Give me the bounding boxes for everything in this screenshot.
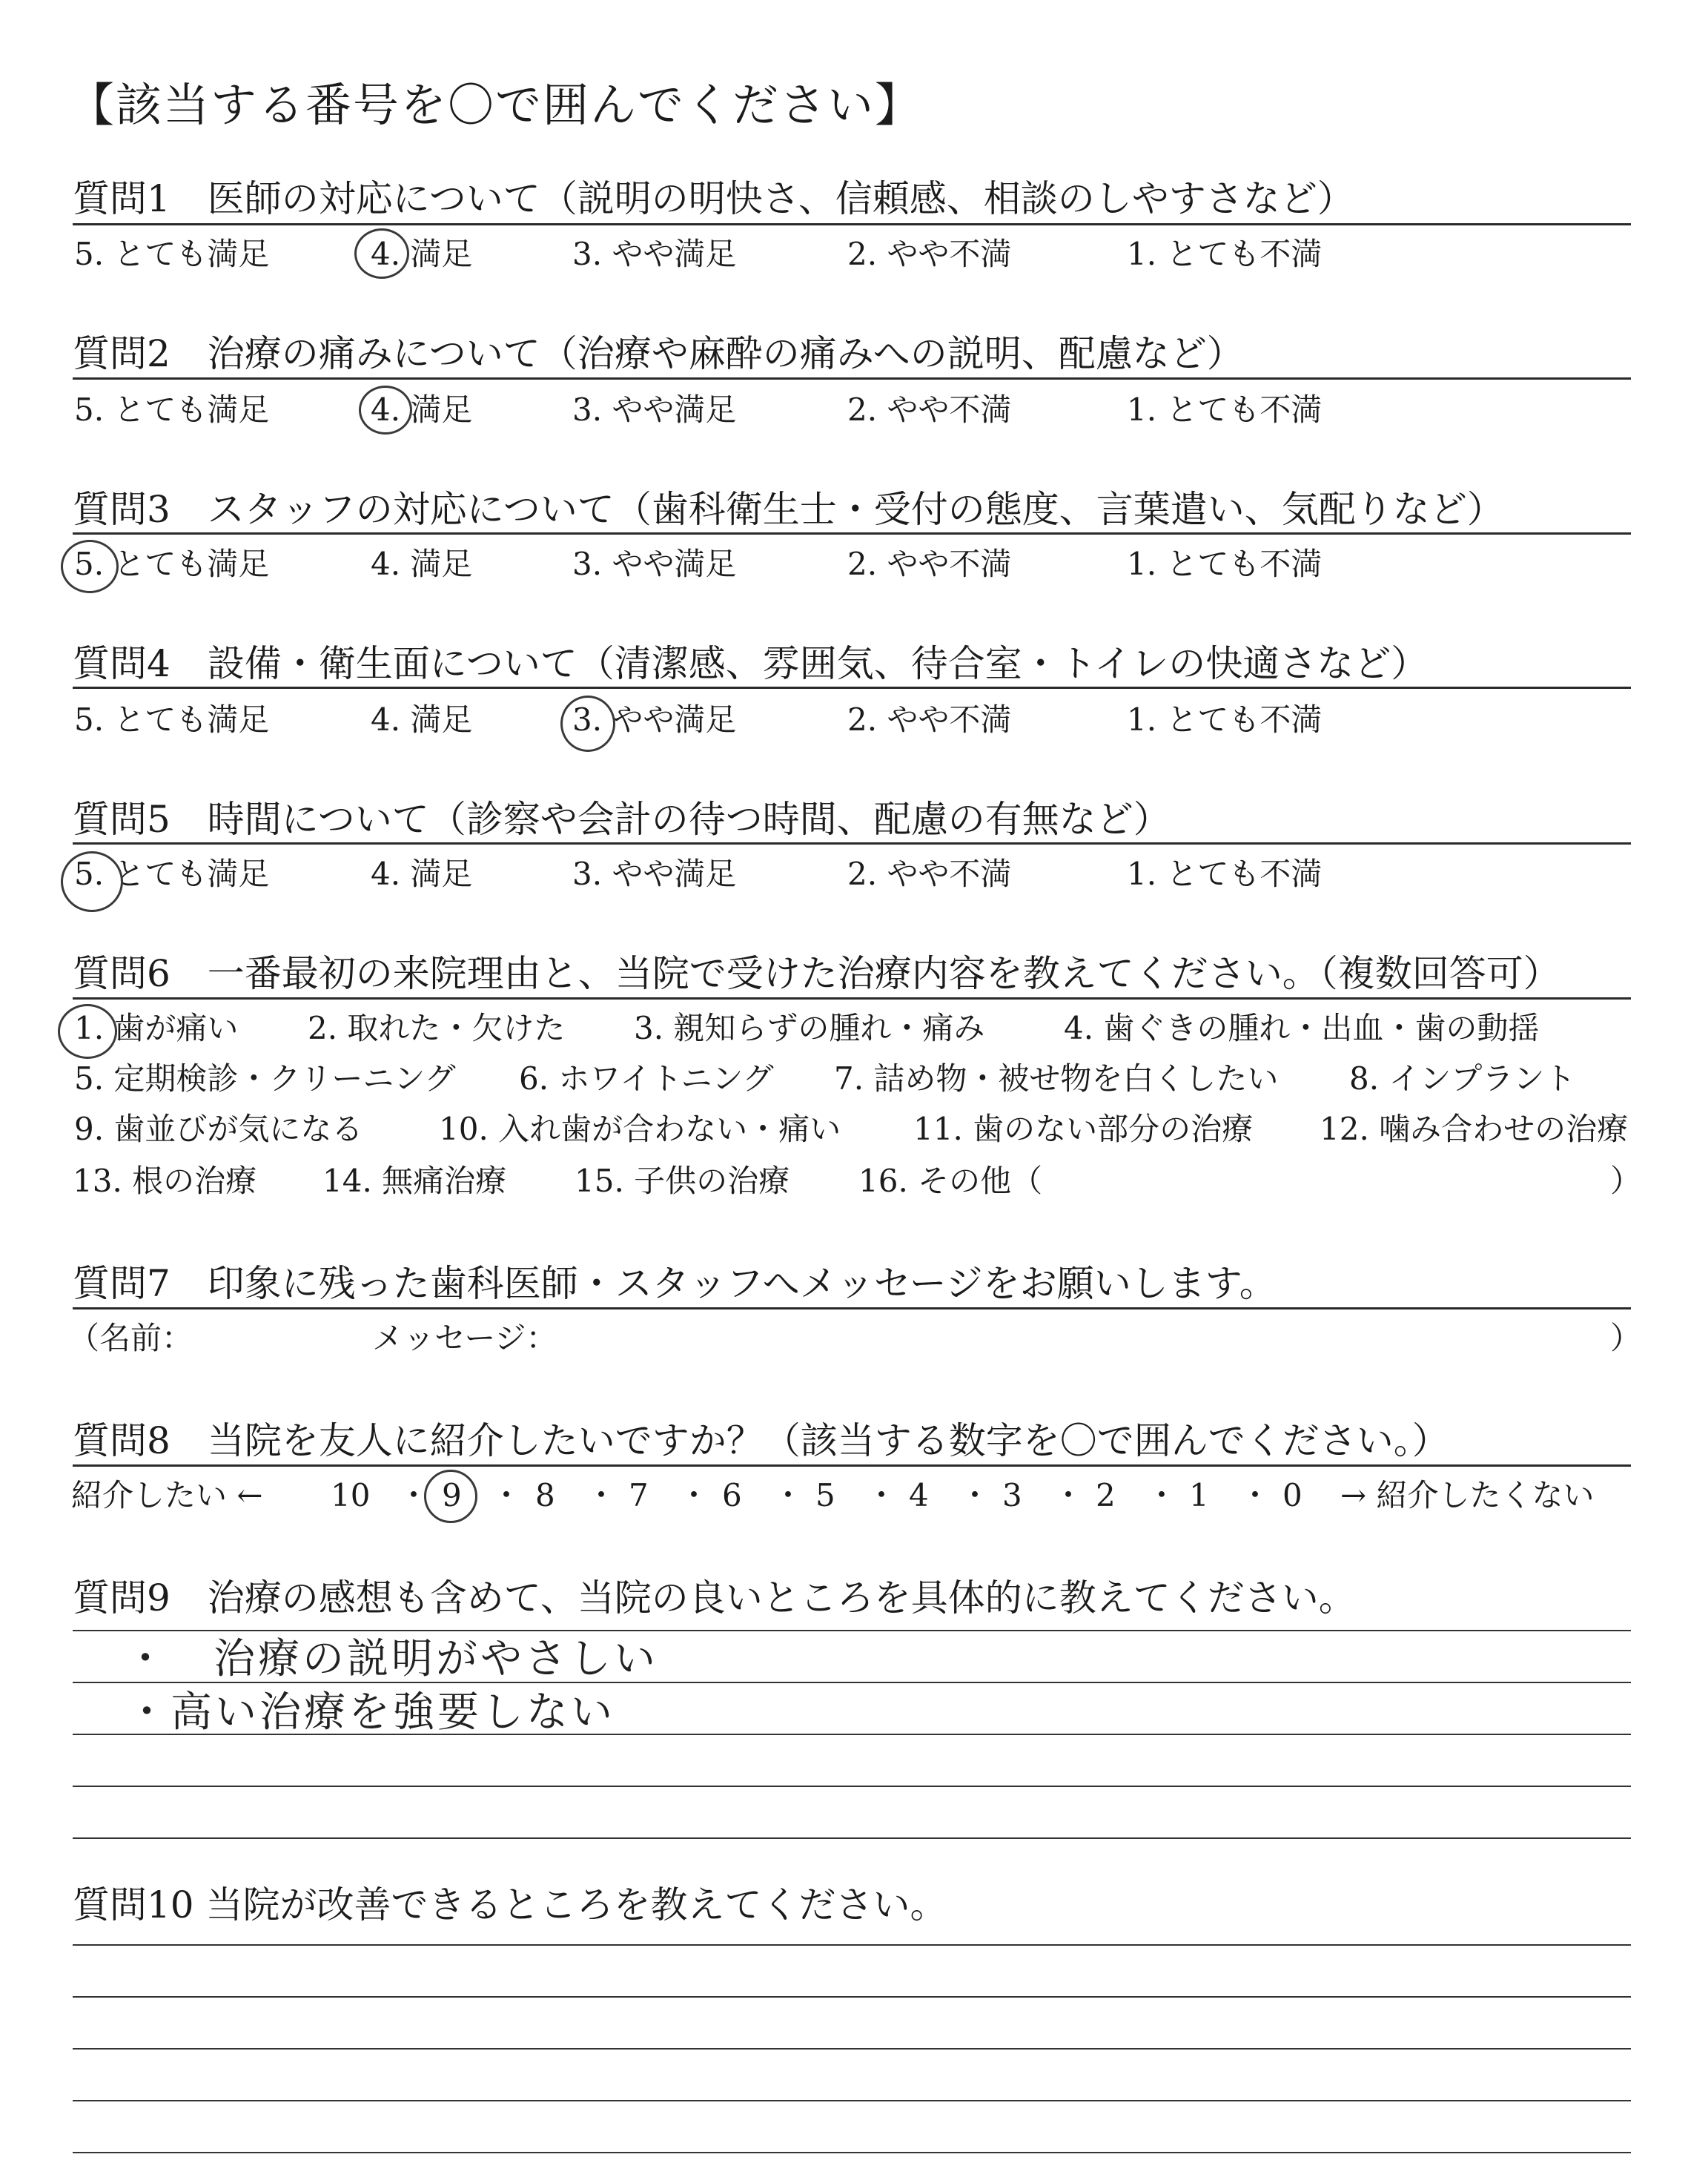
q2-option-1[interactable]: 1. とても不満 bbox=[1127, 392, 1323, 428]
instruction-header: 【該当する番号を〇で囲んでください】 bbox=[68, 78, 923, 132]
q3-selection-circle bbox=[61, 540, 119, 593]
q6-option-7[interactable]: 7. 詰め物・被せ物を白くしたい bbox=[834, 1060, 1279, 1097]
q9-answer-line bbox=[73, 1786, 1631, 1787]
q1-selection-circle bbox=[354, 228, 409, 279]
q3-option-4[interactable]: 4. 満足 bbox=[371, 546, 473, 582]
q2-selection-circle bbox=[359, 386, 412, 435]
q4-selection-circle bbox=[560, 696, 615, 752]
question-4-rule bbox=[73, 687, 1631, 689]
q9-answer-line bbox=[73, 1630, 1631, 1631]
q7-name-label: （名前： bbox=[68, 1320, 193, 1356]
q2-option-4[interactable]: 4. 満足 bbox=[371, 392, 473, 428]
q1-option-2[interactable]: 2. やや不満 bbox=[847, 236, 1012, 272]
q3-option-3[interactable]: 3. やや満足 bbox=[572, 546, 737, 582]
q8-score-0[interactable]: 0 bbox=[1282, 1477, 1302, 1513]
q5-option-5[interactable]: 5. とても満足 bbox=[74, 856, 270, 892]
q3-option-1[interactable]: 1. とても不満 bbox=[1127, 546, 1323, 582]
q8-separator: ・ bbox=[678, 1477, 710, 1513]
question-8-rule bbox=[73, 1464, 1631, 1467]
q8-separator: ・ bbox=[1239, 1477, 1271, 1513]
question-8-title: 質問8 当院を友人に紹介したいですか？（該当する数字を〇で囲んでください。） bbox=[73, 1419, 1449, 1462]
question-5-title: 質問5 時間について（診察や会計の待つ時間、配慮の有無など） bbox=[73, 798, 1171, 841]
q5-option-3[interactable]: 3. やや満足 bbox=[572, 856, 737, 892]
q8-score-4[interactable]: 4 bbox=[909, 1477, 929, 1513]
q6-option-14[interactable]: 14. 無痛治療 bbox=[322, 1163, 507, 1199]
q8-score-9[interactable]: 9 bbox=[442, 1477, 462, 1513]
q8-score-3[interactable]: 3 bbox=[1002, 1477, 1022, 1513]
q5-option-4[interactable]: 4. 満足 bbox=[371, 856, 473, 892]
q8-selection-circle bbox=[424, 1470, 477, 1523]
q8-separator: ・ bbox=[866, 1477, 898, 1513]
q2-option-3[interactable]: 3. やや満足 bbox=[572, 392, 737, 428]
q6-selection-circle bbox=[58, 1004, 117, 1059]
q10-answer-line bbox=[73, 2100, 1631, 2101]
question-6-rule bbox=[73, 997, 1631, 1000]
q6-option-16[interactable]: 16. その他（ bbox=[858, 1163, 1043, 1199]
q8-separator: ・ bbox=[1053, 1477, 1085, 1513]
q3-option-2[interactable]: 2. やや不満 bbox=[847, 546, 1012, 582]
q6-option-4[interactable]: 4. 歯ぐきの腫れ・出血・歯の動揺 bbox=[1064, 1010, 1540, 1046]
q6-option-6[interactable]: 6. ホワイトニング bbox=[519, 1060, 774, 1097]
question-6-title: 質問6 一番最初の来院理由と、当院で受けた治療内容を教えてください。（複数回答可） bbox=[73, 952, 1560, 995]
question-7-rule bbox=[73, 1307, 1631, 1309]
q6-option-10[interactable]: 10. 入れ歯が合わない・痛い bbox=[439, 1111, 841, 1147]
q8-score-7[interactable]: 7 bbox=[629, 1477, 649, 1513]
q2-option-5[interactable]: 5. とても満足 bbox=[74, 392, 270, 428]
q8-score-8[interactable]: 8 bbox=[535, 1477, 555, 1513]
q6-option-13[interactable]: 13. 根の治療 bbox=[73, 1163, 257, 1199]
q10-answer-line bbox=[73, 2152, 1631, 2153]
question-7-title: 質問7 印象に残った歯科医師・スタッフへメッセージをお願いします。 bbox=[73, 1262, 1277, 1305]
q3-option-5[interactable]: 5. とても満足 bbox=[74, 546, 270, 582]
q7-message-label: メッセージ： bbox=[372, 1320, 557, 1356]
q8-separator: ・ bbox=[772, 1477, 804, 1513]
q5-selection-circle bbox=[61, 851, 123, 912]
q6-option-15[interactable]: 15. 子供の治療 bbox=[575, 1163, 790, 1199]
q8-separator: ・ bbox=[959, 1477, 991, 1513]
q9-answer-line bbox=[73, 1837, 1631, 1839]
q10-answer-line bbox=[73, 1944, 1631, 1946]
q5-option-2[interactable]: 2. やや不満 bbox=[847, 856, 1012, 892]
q8-score-5[interactable]: 5 bbox=[815, 1477, 835, 1513]
q5-option-1[interactable]: 1. とても不満 bbox=[1127, 856, 1323, 892]
q4-option-1[interactable]: 1. とても不満 bbox=[1127, 701, 1323, 738]
q8-score-6[interactable]: 6 bbox=[722, 1477, 742, 1513]
q6-option-9[interactable]: 9. 歯並びが気になる bbox=[74, 1111, 363, 1147]
q10-answer-line bbox=[73, 2048, 1631, 2050]
question-4-title: 質問4 設備・衛生面について（清潔感、雰囲気、待合室・トイレの快適さなど） bbox=[73, 642, 1429, 685]
q1-option-3[interactable]: 3. やや満足 bbox=[572, 236, 737, 272]
q8-score-10[interactable]: 10 bbox=[331, 1477, 371, 1513]
q9-handwritten-answer-1: ・ 治療の説明がやさしい bbox=[125, 1635, 658, 1683]
q8-separator: ・ bbox=[398, 1477, 430, 1513]
q4-option-5[interactable]: 5. とても満足 bbox=[74, 701, 270, 738]
question-10-title: 質問10 当院が改善できるところを教えてください。 bbox=[73, 1883, 947, 1926]
q9-handwritten-answer-2: ・高い治療を強要しない bbox=[126, 1688, 615, 1737]
question-1-title: 質問1 医師の対応について（説明の明快さ、信頼感、相談のしやすさなど） bbox=[73, 177, 1354, 220]
q8-right-label: → 紹介したくない bbox=[1340, 1477, 1595, 1513]
q7-close-paren: ） bbox=[1610, 1320, 1642, 1356]
q2-option-2[interactable]: 2. やや不満 bbox=[847, 392, 1012, 428]
q6-option-12[interactable]: 12. 噛み合わせの治療 bbox=[1320, 1111, 1629, 1147]
q6-option-1[interactable]: 1. 歯が痛い bbox=[74, 1010, 239, 1046]
q8-score-1[interactable]: 1 bbox=[1189, 1477, 1209, 1513]
question-2-title: 質問2 治療の痛みについて（治療や麻酔の痛みへの説明、配慮など） bbox=[73, 332, 1244, 375]
q10-answer-line bbox=[73, 1996, 1631, 1998]
question-3-rule bbox=[73, 532, 1631, 535]
question-2-rule bbox=[73, 377, 1631, 380]
q4-option-4[interactable]: 4. 満足 bbox=[371, 701, 473, 738]
q6-option-3[interactable]: 3. 親知らずの腫れ・痛み bbox=[634, 1010, 985, 1046]
question-1-rule bbox=[73, 223, 1631, 225]
q6-other-close-paren: ） bbox=[1610, 1163, 1642, 1199]
q6-option-11[interactable]: 11. 歯のない部分の治療 bbox=[913, 1111, 1254, 1147]
q4-option-2[interactable]: 2. やや不満 bbox=[847, 701, 1012, 738]
question-3-title: 質問3 スタッフの対応について（歯科衛生士・受付の態度、言葉遣い、気配りなど） bbox=[73, 488, 1504, 531]
q8-separator: ・ bbox=[1146, 1477, 1178, 1513]
question-9-title: 質問9 治療の感想も含めて、当院の良いところを具体的に教えてください。 bbox=[73, 1576, 1356, 1619]
q8-score-2[interactable]: 2 bbox=[1096, 1477, 1116, 1513]
q1-option-4[interactable]: 4. 満足 bbox=[371, 236, 473, 272]
q1-option-5[interactable]: 5. とても満足 bbox=[74, 236, 270, 272]
q1-option-1[interactable]: 1. とても不満 bbox=[1127, 236, 1323, 272]
q8-separator: ・ bbox=[491, 1477, 523, 1513]
q6-option-5[interactable]: 5. 定期検診・クリーニング bbox=[74, 1060, 456, 1097]
q4-option-3[interactable]: 3. やや満足 bbox=[572, 701, 737, 738]
q8-left-label: 紹介したい ← bbox=[71, 1477, 263, 1513]
q8-separator: ・ bbox=[586, 1477, 618, 1513]
q6-option-2[interactable]: 2. 取れた・欠けた bbox=[308, 1010, 566, 1046]
q6-option-8[interactable]: 8. インプラント bbox=[1349, 1060, 1576, 1097]
question-5-rule bbox=[73, 842, 1631, 845]
